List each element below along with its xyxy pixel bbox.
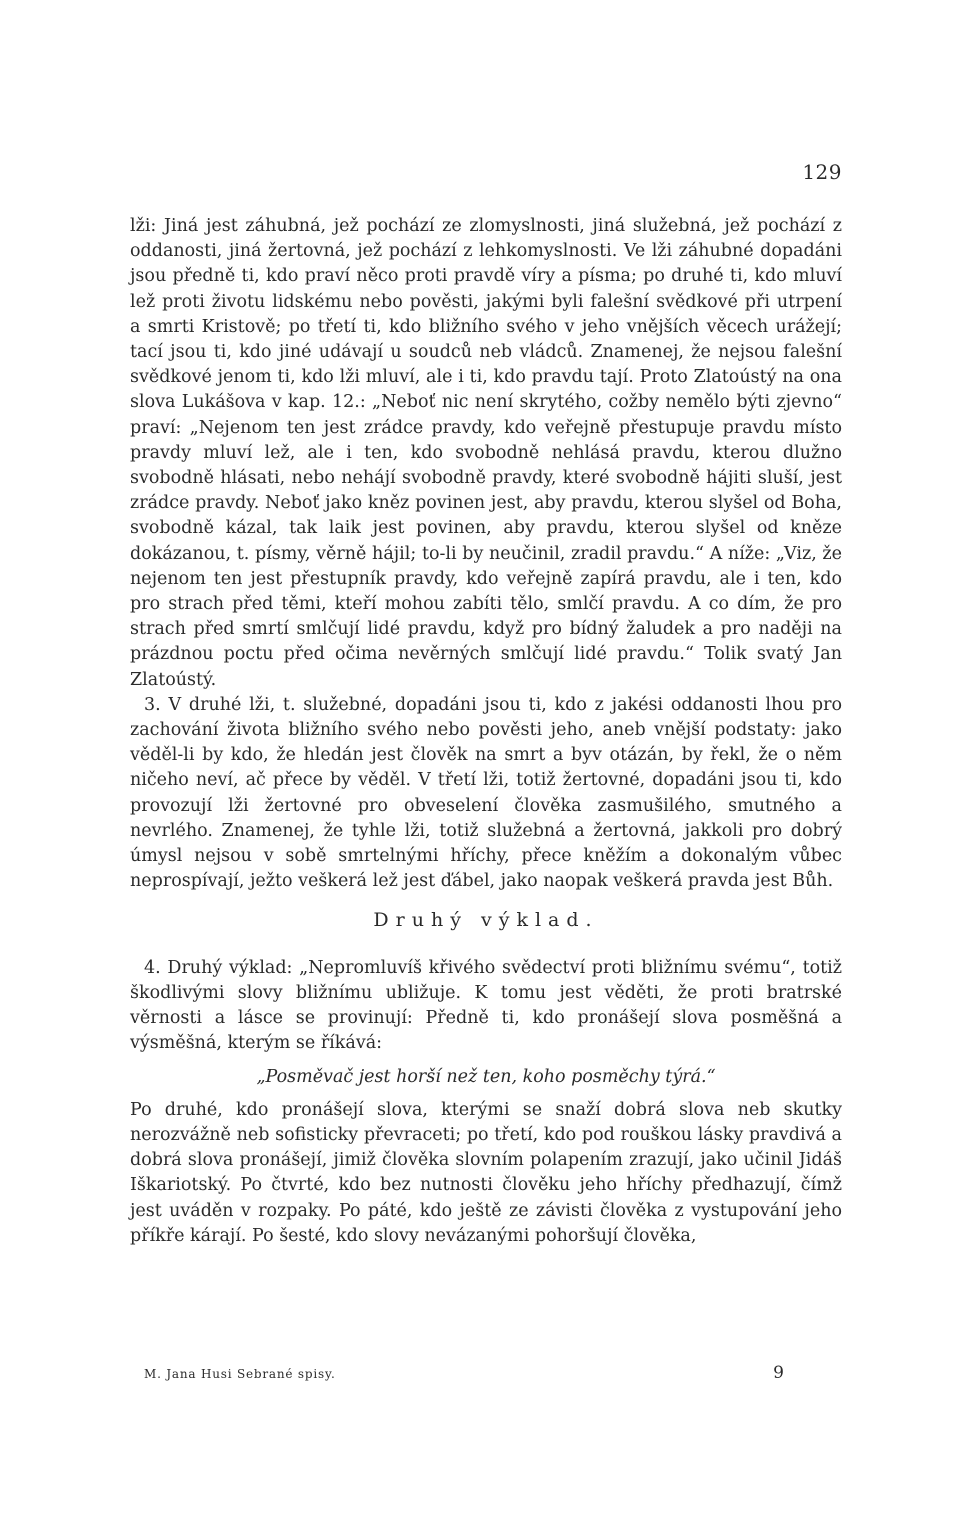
paragraph: 4. Druhý výklad: „Nepromluvíš křivého svědectví proti bližnímu svému“, totiž škodlivými slovy bližnímu ubližuje. K tomu jest věděti, že proti bratrské věrnosti a lásce se provinují: Předně ti, kdo pronášejí slova posměšná a výsměšná, kterým se říkává: (130, 957, 842, 1054)
quotation: „Posměvač jest horší než ten, koho posměchy týrá.“ (256, 1066, 716, 1087)
sheet-number: 9 (773, 1363, 784, 1383)
section-heading: Druhý výklad. (373, 909, 599, 932)
paragraph: Po druhé, kdo pronášejí slova, kterými se snaží dobrá slova neb skutky nerozvážně neb sofisticky převraceti; po třetí, kdo pod rouškou lásky pravdivá a dobrá slova pronášejí, jimiž člověka slovním polapením zrazují, jako učinil Jidáš Iškariotský. Po čtvrté, kdo bez nutnosti člověku jeho hříchy předhazují, čímž jest uváděn v rozpaky. Po páté, kdo ještě ze závisti člověka z vystupování jeho příkře kárají. Po šesté, kdo slovy nevázanými pohoršují člověka, (130, 1099, 842, 1246)
page-footer (144, 1363, 844, 1383)
page-body (130, 214, 842, 1249)
footer-signature: M. Jana Husi Sebrané spisy. (144, 1367, 336, 1381)
page-number: 129 (802, 160, 842, 184)
paragraph: lži: Jiná jest záhubná, jež pochází ze zlomyslnosti, jiná služebná, jež pochází z oddanosti, jiná žertovná, jež pochází z lehkomyslnosti. Ve lži záhubné dopadáni jsou předně ti, kdo praví něco proti pravdě víry a písma; po druhé ti, kdo mluví lež proti životu lidskému nebo pověsti, jakými byli falešní svědkové při utrpení a smrti Kristově; po třetí ti, kdo bližního svého v jeho vnějších věcech urážejí; tací jsou ti, kdo jiné udávají u soudců neb vládců. Znamenej, že nejsou falešní svědkové jenom ti, kdo lži mluví, ale i ti, kdo pravdu tají. Proto Zlatoústý na ona slova Lukášova v kap. 12.: „Neboť nic není skrytého, cožby nemělo býti zjevno“ praví: „Nejenom ten jest zrádce pravdy, kdo veřejně přestupuje pravdu místo pravdy mluví lež, ale i ten, kdo svobodně nehlásá pravdu, kterou dlužno svobodně hlásati, nebo nehájí svobodně pravdy, které svobodně hájiti sluší, jest zrádce pravdy. Neboť jako kněz povinen jest, aby pravdu, kterou slyšel od Boha, svobodně kázal, tak laik jest povinen, aby pravdu, kterou slyšel od kněze dokázanou, t. písmy, věrně hájil; to-li by neučinil, zradil pravdu.“ A níže: „Viz, že nejenom ten jest přestupník pravdy, kdo veřejně zapírá pravdu, ale i ten, kdo pro strach před těmi, kteří mohou zabíti tělo, smlčí pravdu. A co dím, že pro strach před smrtí smlčují lidé pravdu, když pro bídný žaludek a pro naději na prázdnou poctu před očima nevěrných smlčují lidé pravdu.“ Tolik svatý Jan Zlatoústý. (130, 216, 842, 690)
paragraph: 3. V druhé lži, t. služebné, dopadáni jsou ti, kdo z jakési oddanosti lhou pro zachování života bližního svého nebo pověsti jeho, aneb vnější podstaty: jako věděl-li by kdo, že hledán jest člověk na smrt a byv otázán, by řekl, že o něm ničeho neví, ač přece by věděl. V třetí lži, totiž žertovné, dopadáni jsou ti, kdo provozují lži žertovné pro obveselení člověka zasmušilého, smutného a nevrlého. Znamenej, že tyhle lži, totiž služebná a žertovná, jakkoli pro dobrý úmysl nejsou v sobě smrtelnými hříchy, přece kněžím a dokonalým vůbec neprospívají, ježto veškerá lež jest ďábel, jako naopak veškerá pravda jest Bůh. (130, 694, 842, 892)
